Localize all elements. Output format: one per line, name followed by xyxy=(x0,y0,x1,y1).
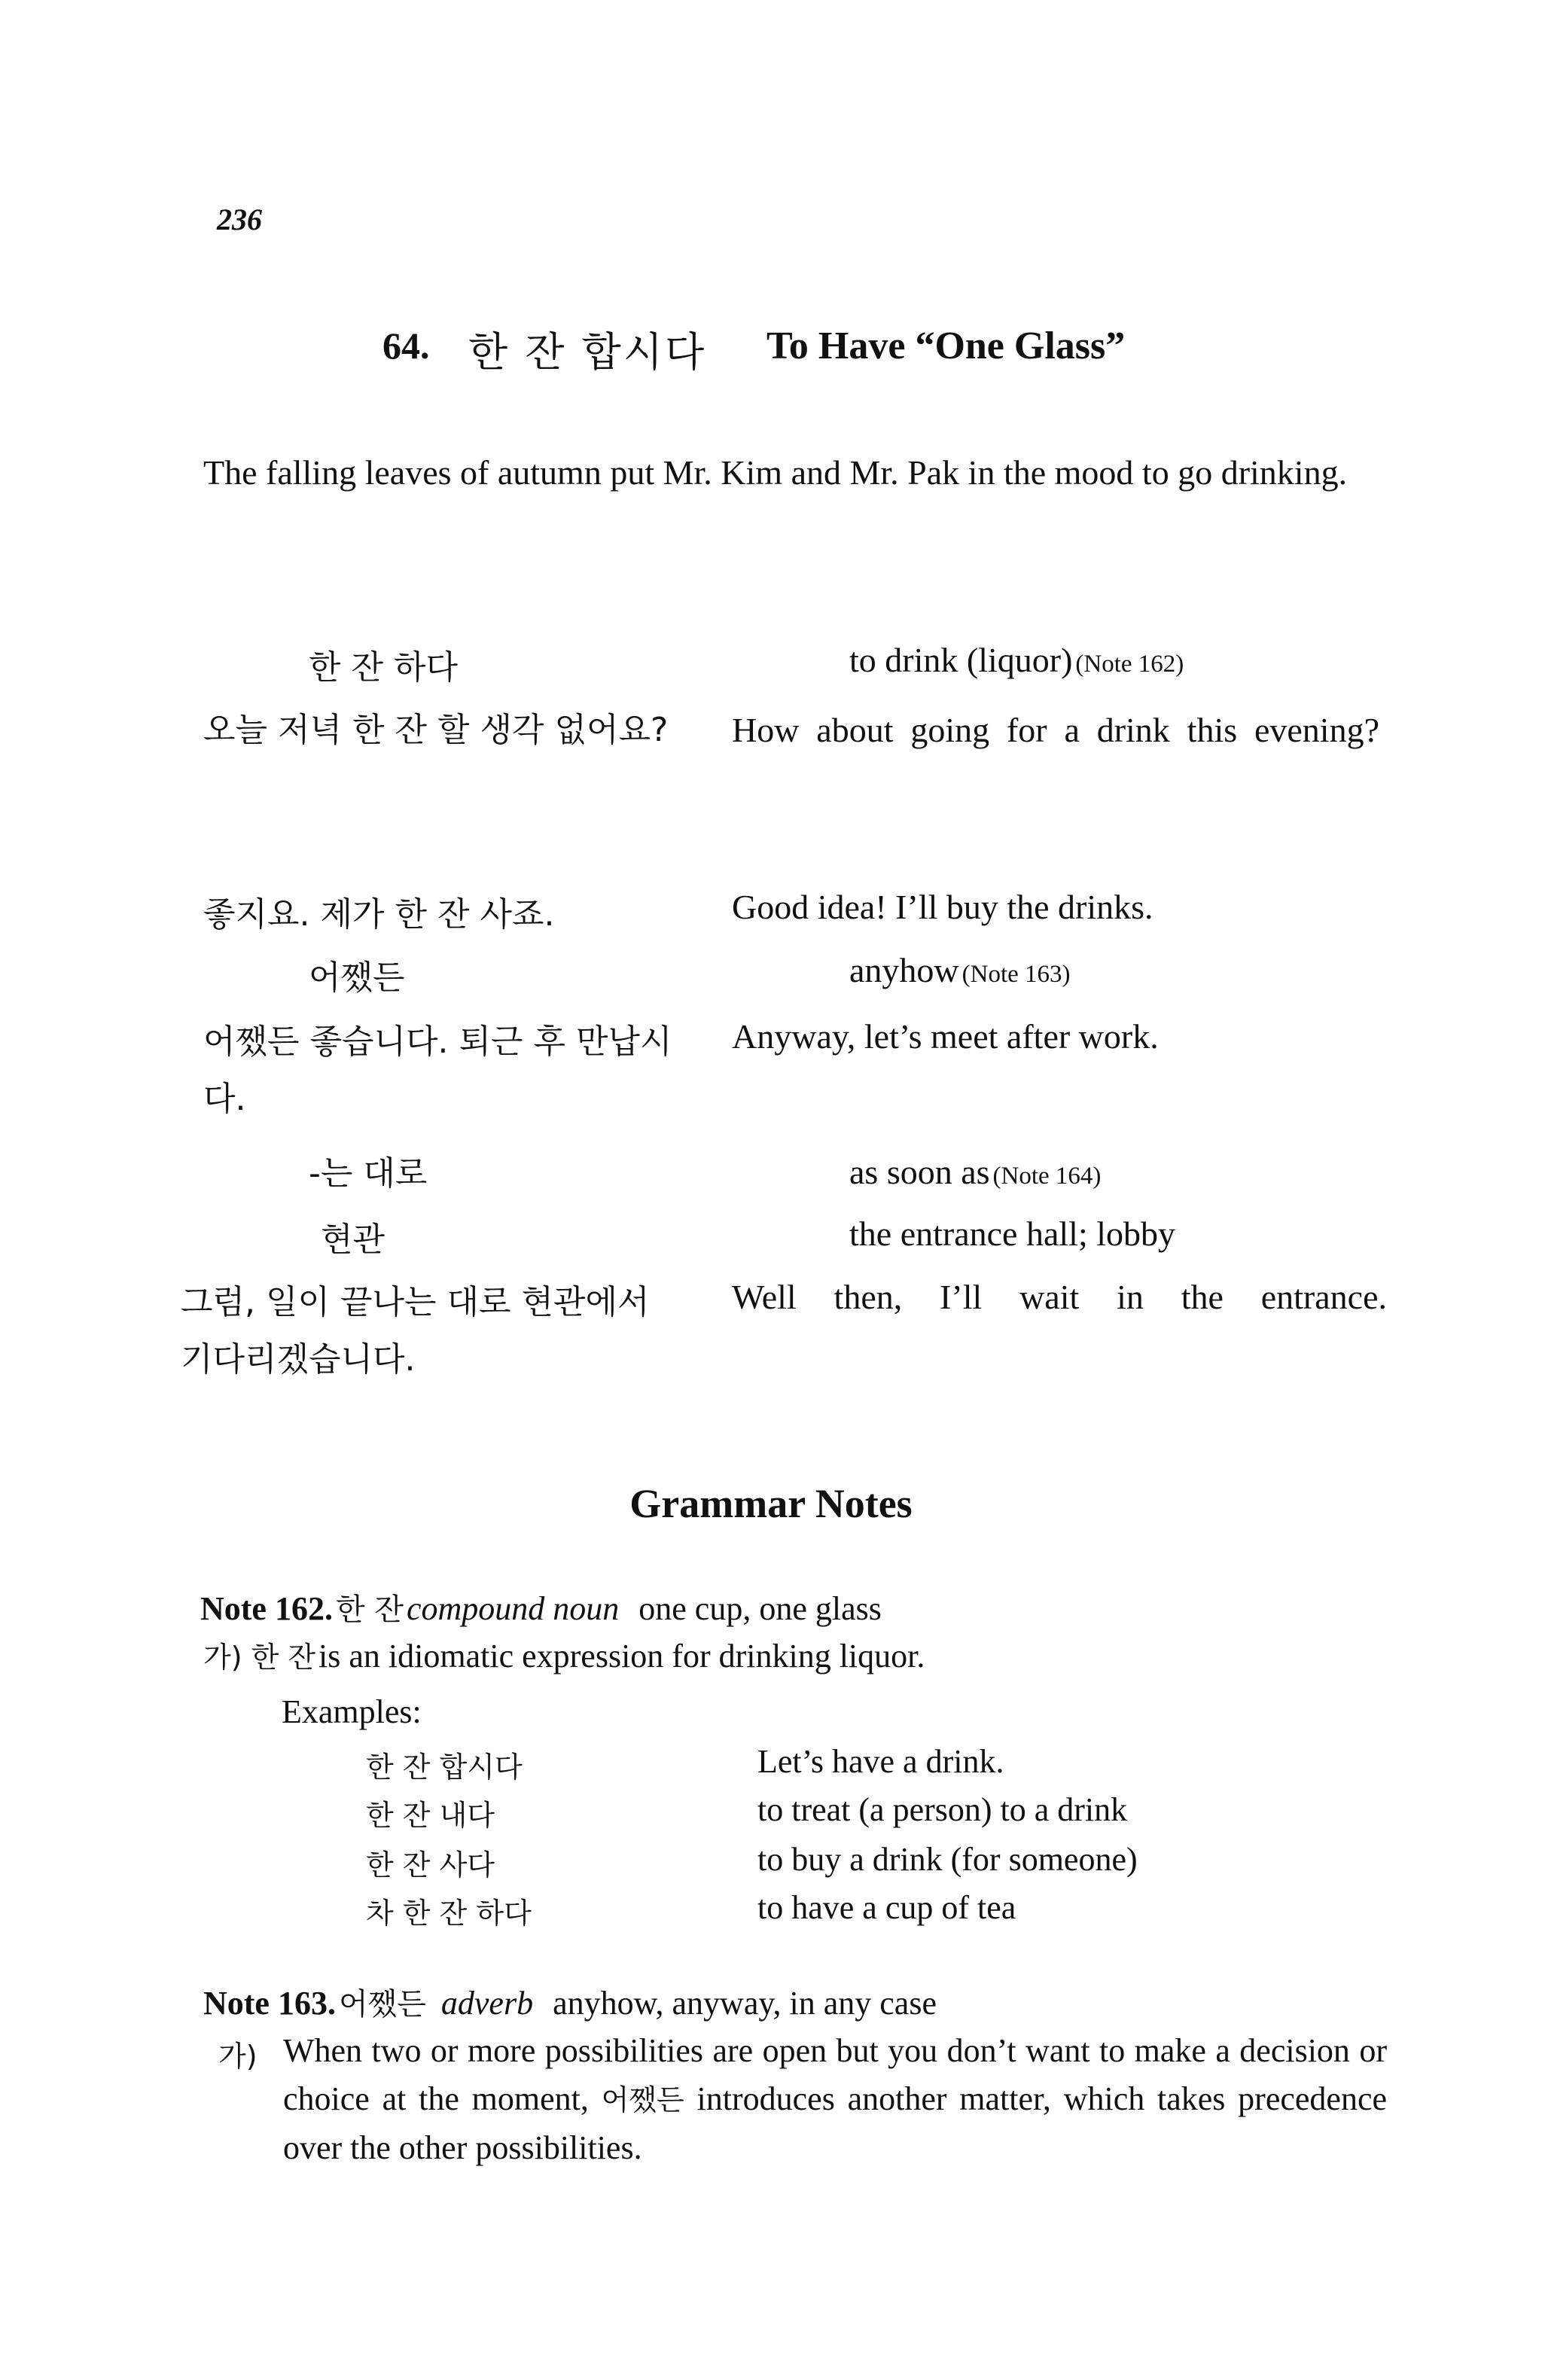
vocab-2-english xyxy=(849,950,1071,990)
note-162-heading xyxy=(200,1586,882,1629)
example-2-korean: 한 잔 내다 xyxy=(366,1799,495,1832)
note-163-pos: adverb xyxy=(440,1985,534,2022)
example-4-english: to have a cup of tea xyxy=(757,1889,1016,1926)
page-number: 236 xyxy=(217,203,262,236)
note-163-term: 어쨌든 xyxy=(338,1987,426,2022)
vocab-2-gloss: anyhow xyxy=(849,951,959,989)
example-3-korean: 한 잔 사다 xyxy=(366,1848,495,1882)
lesson-title-korean: 한 잔 합시다 xyxy=(468,328,707,376)
vocab-3-note-ref: (Note 164) xyxy=(992,1163,1102,1190)
line-1-english: How about going for a drink this evening? xyxy=(732,711,1379,749)
note-162-term: 한 잔 xyxy=(335,1592,404,1627)
grammar-notes-heading: Grammar Notes xyxy=(629,1481,913,1526)
example-1-english: Let’s have a drink. xyxy=(757,1743,1004,1780)
vocab-1-gloss: to drink (liquor) xyxy=(849,641,1073,679)
note-163-sub-marker: 가) xyxy=(218,2040,258,2073)
note-163-text-2: introduces another matter, which takes precedence over the other possibilities. xyxy=(283,2080,1388,2166)
note-163-gloss: anyhow, anyway, in any case xyxy=(553,1985,937,2022)
note-163-label: Note 163. xyxy=(203,1985,336,2022)
vocab-2-korean: 어쨌든 xyxy=(309,958,405,997)
vocab-3-korean: -는 대로 xyxy=(309,1154,428,1193)
note-162-sub-term: 한 잔 xyxy=(251,1641,316,1674)
note-163-text-1: When two or more possibilities are open but you don’t want to make a decision or choice at the moment, xyxy=(283,2032,1387,2117)
line-1-korean: 오늘 저녁 한 잔 할 생각 없어요? xyxy=(203,711,669,749)
example-4-korean: 차 한 잔 하다 xyxy=(366,1897,532,1930)
vocab-4-english: the entrance hall; lobby xyxy=(849,1214,1176,1253)
lesson-number: 64. xyxy=(382,325,430,367)
note-162-examples-label: Examples: xyxy=(282,1693,422,1730)
line-2-korean: 좋지요. 제가 한 잔 사죠. xyxy=(203,895,555,934)
note-163-heading xyxy=(203,1980,937,2023)
line-4-korean: 그럼, 일이 끝나는 대로 현관에서 기다리겠습니다. xyxy=(181,1283,650,1379)
note-162-gloss: one cup, one glass xyxy=(638,1590,882,1627)
vocab-3-english xyxy=(849,1152,1101,1192)
note-162-label: Note 162. xyxy=(200,1590,333,1627)
note-163-paragraph xyxy=(283,2027,1387,2172)
note-162-sub-text: is an idiomatic expression for drinking liquor. xyxy=(318,1638,925,1675)
line-2-english: Good idea! I’ll buy the drinks. xyxy=(732,888,1153,926)
vocab-3-gloss: as soon as xyxy=(849,1153,990,1191)
note-162-sub xyxy=(203,1634,925,1675)
note-162-pos: compound noun xyxy=(406,1590,620,1627)
vocab-1-english xyxy=(849,640,1184,680)
example-2-english: to treat (a person) to a drink xyxy=(757,1791,1128,1828)
line-3-english: Anyway, let’s meet after work. xyxy=(732,1017,1159,1056)
example-3-english: to buy a drink (for someone) xyxy=(757,1841,1138,1878)
note-163-inline-term: 어쨌든 xyxy=(601,2083,684,2116)
line-4-english: Well then, I’ll wait in the entrance. xyxy=(732,1278,1387,1316)
lesson-title-english: To Have “One Glass” xyxy=(766,325,1126,367)
vocab-4-korean: 현관 xyxy=(321,1220,386,1259)
intro-paragraph: The falling leaves of autumn put Mr. Kim and Mr. Pak in the mood to go drinking. xyxy=(203,453,1348,492)
note-162-sub-marker: 가) xyxy=(203,1641,242,1674)
vocab-1-note-ref: (Note 162) xyxy=(1075,651,1184,678)
line-3-korean: 어쨌든 좋습니다. 퇴근 후 만납시다. xyxy=(203,1022,672,1118)
vocab-1-korean: 한 잔 하다 xyxy=(309,648,458,687)
example-1-korean: 한 잔 합시다 xyxy=(366,1751,523,1784)
vocab-2-note-ref: (Note 163) xyxy=(961,961,1071,988)
